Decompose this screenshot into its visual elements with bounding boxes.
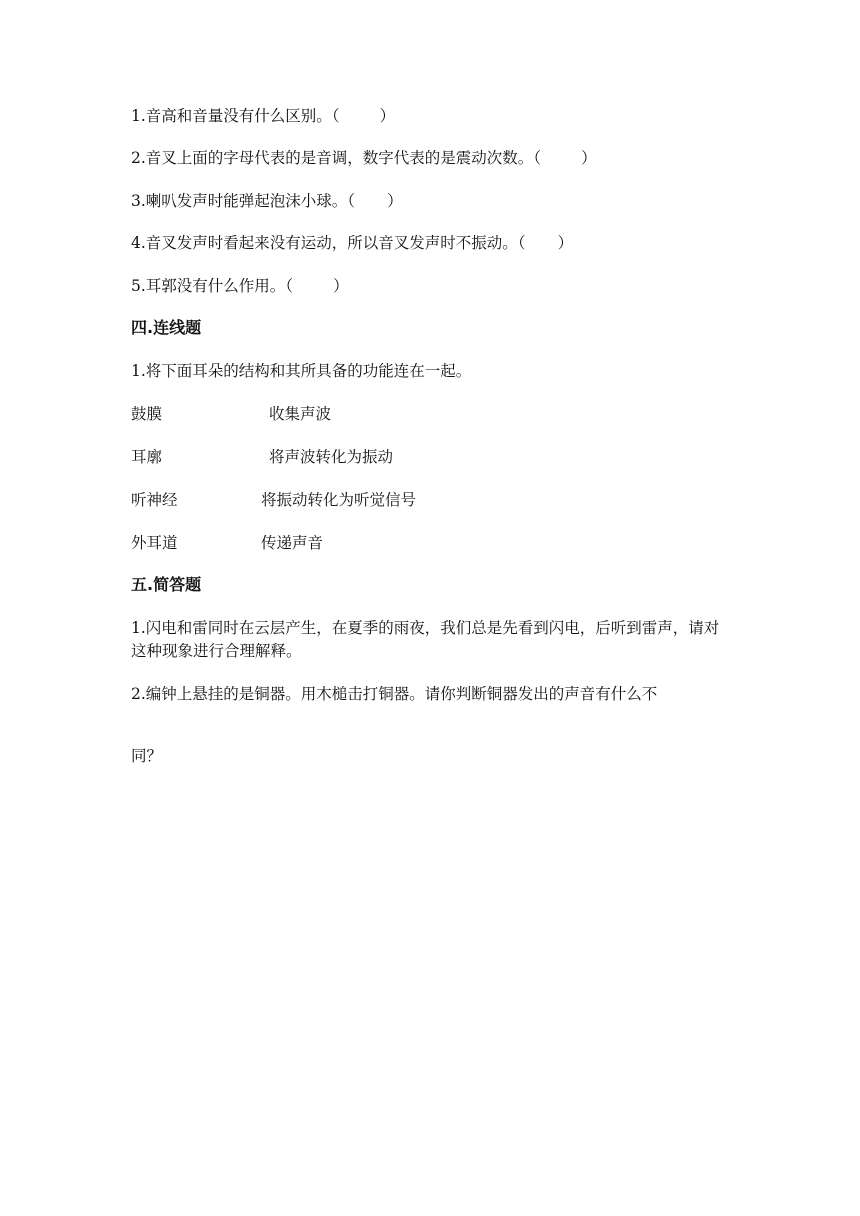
short-answer-question-2-line-1: 2.编钟上悬挂的是铜器。用木槌击打铜器。请你判断铜器发出的声音有什么不 [131, 685, 658, 703]
judgement-text: 3.喇叭发声时能弹起泡沫小球。 [131, 192, 348, 210]
section-heading-short-answer: 五.简答题 [131, 575, 202, 594]
judgement-item-2 [131, 148, 597, 168]
answer-paren-open: （ [285, 277, 294, 295]
answer-paren-open: （ [331, 107, 340, 125]
ear-function-term: 收集声波 [269, 405, 332, 423]
judgement-item-4 [131, 233, 573, 253]
ear-function-term: 将声波转化为振动 [269, 448, 394, 466]
answer-paren-open: （ [517, 234, 526, 252]
short-answer-question-1: 1.闪电和雷同时在云层产生，在夏季的雨夜，我们总是先看到闪电，后听到雷声，请对这种现象进行合理解释。 [131, 619, 720, 660]
judgement-text: 4.音叉发声时看起来没有运动，所以音叉发声时不振动。 [131, 234, 518, 252]
ear-structure-term: 鼓膜 [131, 405, 163, 423]
section-heading-matching: 四.连线题 [131, 318, 202, 337]
judgement-text: 5.耳郭没有什么作用。 [131, 277, 286, 295]
ear-structure-term: 听神经 [131, 491, 178, 509]
answer-paren-close: ） [333, 277, 349, 295]
ear-structure-term: 外耳道 [131, 534, 178, 552]
judgement-item-1 [131, 106, 395, 126]
judgement-text: 2.音叉上面的字母代表的是音调，数字代表的是震动次数。 [131, 149, 534, 167]
judgement-item-3 [131, 191, 403, 211]
answer-paren-close: ） [557, 234, 574, 252]
ear-function-term: 传递声音 [261, 534, 324, 552]
answer-paren-close: ） [387, 192, 403, 210]
short-answer-question-2-line-2: 同？ [131, 747, 163, 765]
ear-function-term: 将振动转化为听觉信号 [261, 491, 417, 509]
answer-paren-open: （ [347, 192, 356, 210]
judgement-item-5 [131, 276, 349, 296]
answer-paren-close: ） [379, 107, 396, 125]
matching-instruction: 1.将下面耳朵的结构和其所具备的功能连在一起。 [131, 362, 472, 380]
ear-structure-term: 耳廓 [131, 448, 163, 466]
answer-paren-close: ） [581, 149, 597, 167]
judgement-text: 1.音高和音量没有什么区别。 [131, 107, 332, 125]
answer-paren-open: （ [533, 149, 542, 167]
